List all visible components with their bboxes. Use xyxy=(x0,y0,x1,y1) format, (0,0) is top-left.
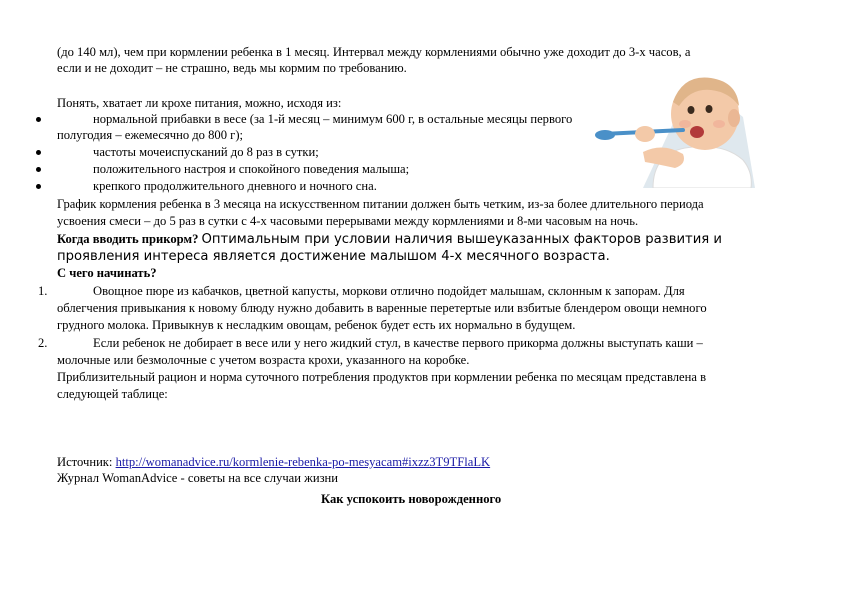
intro-line-1: (до 140 мл), чем при кормлении ребенка в 1 месяц. Интервал между кормлениями обычно уже доходит до 3-х часов, а xyxy=(57,45,691,59)
baby-eye xyxy=(706,105,713,113)
nutrition-bullet-4: крепкого продолжительного дневного и ночного сна. xyxy=(93,179,377,193)
complementary-question-line xyxy=(57,232,722,247)
start-item-1-line-1: Овощное пюре из кабачков, цветной капусты, моркови отлично подойдет малышам, склонным к запорам. Для xyxy=(93,284,685,298)
start-item-1-line-2: облегчения привыкания к новому блюду нужно добавить в варенные перетертые или взбитые блендером овощи немного xyxy=(57,301,707,315)
bullet-marker xyxy=(36,150,41,155)
nutrition-bullet-3: положительного настроя и спокойного поведения малыша; xyxy=(93,162,410,176)
bullet-marker xyxy=(36,184,41,189)
nutrition-bullet-1-cont: полугодия – ежемесячно до 800 г); xyxy=(57,128,244,142)
schedule-line-2: усвоения смеси – до 5 раз в сутки с 4-х часовыми перерывами между кормлениями и 8-ми часовым на ночь. xyxy=(57,214,639,228)
nutrition-bullet-1: нормальной прибавки в весе (за 1-й месяц – минимум 600 г, в остальные месяцы первого xyxy=(93,112,573,126)
table-intro-line-1: Приблизительный рацион и норма суточного потребления продуктов при кормлении ребенка по месяцам представлена в xyxy=(57,370,707,384)
start-item-1-line-3: грудного молока. Привыкнув к несладким овощам, ребенок будет есть их нормально в будущем. xyxy=(57,318,576,332)
baby-eye xyxy=(688,106,695,114)
spoon-bowl xyxy=(595,130,615,140)
table-intro-line-2: следующей таблице: xyxy=(57,387,168,401)
schedule-line-1: График кормления ребенка в 3 месяца на искусственном питании должен быть четким, из-за более длительного периода xyxy=(57,197,704,211)
baby-mouth xyxy=(690,126,704,138)
source-line xyxy=(57,455,490,470)
complementary-answer-2: проявления интереса является достижение малышом 4-х месячного возраста. xyxy=(57,249,610,264)
start-item-2-line-2: молочные или безмолочные с учетом возраста крохи, указанного на коробке. xyxy=(57,353,470,367)
list-number: 2. xyxy=(38,336,48,350)
nutrition-bullet-2: частоты мочеиспусканий до 8 раз в сутки; xyxy=(93,145,319,159)
start-item-2-line-1: Если ребенок не добирает в весе или у него жидкий стул, в качестве первого прикорма должны выступать каши – xyxy=(93,336,703,350)
complementary-question: Когда вводить прикорм? xyxy=(57,232,199,246)
baby-cheek xyxy=(713,120,725,128)
nutrition-heading: Понять, хватает ли крохе питания, можно, исходя из: xyxy=(57,96,342,110)
intro-line-2: если и не доходит – не страшно, ведь мы кормим по требованию. xyxy=(57,61,407,75)
baby-cheek xyxy=(679,120,691,128)
list-number: 1. xyxy=(38,284,48,298)
next-article-title: Как успокоить новорожденного xyxy=(321,492,502,506)
start-heading: С чего начинать? xyxy=(57,266,157,280)
bullet-marker xyxy=(36,117,41,122)
baby-eating-photo xyxy=(583,72,755,188)
journal-line: Журнал WomanAdvice - советы на все случаи жизни xyxy=(57,471,339,485)
baby-hand xyxy=(635,126,655,142)
complementary-answer-1: Оптимальным при условии наличия вышеуказанных факторов развития и xyxy=(201,232,722,247)
baby-ear xyxy=(728,109,740,127)
source-label: Источник: xyxy=(57,455,113,469)
bullet-marker xyxy=(36,167,41,172)
source-link[interactable]: http://womanadvice.ru/kormlenie-rebenka-po-mesyacam#ixzz3T9TFlaLK xyxy=(115,455,491,469)
